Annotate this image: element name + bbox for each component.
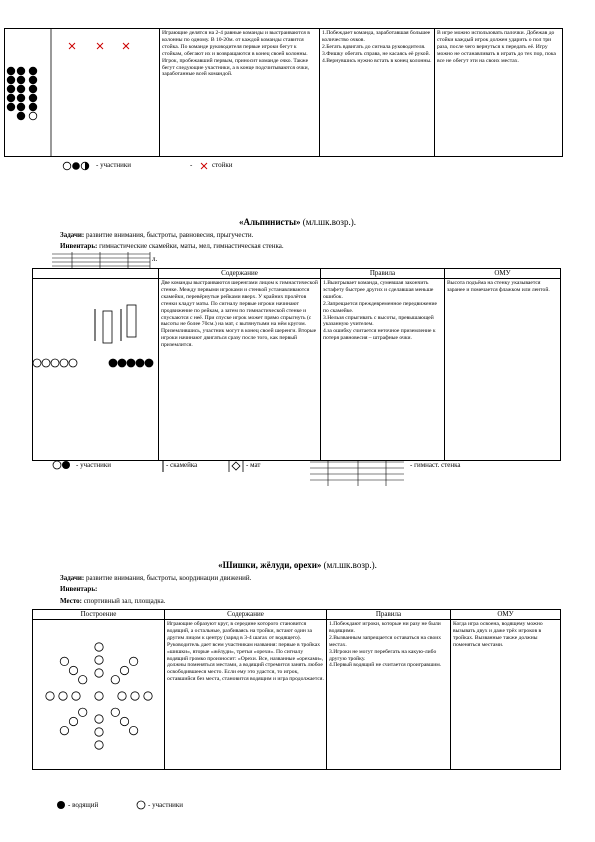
rule-item: 3.Фишку обегать справа, не касаясь её рукой. bbox=[322, 50, 430, 57]
legend-bench-label: - скамейка bbox=[166, 461, 198, 469]
legend-participants-label: - участники bbox=[96, 161, 132, 169]
game1-table bbox=[4, 28, 563, 157]
game2-title-name: «Альпинисты» bbox=[239, 217, 301, 227]
rule-item: 2.Запрещается преждевременное передвижение по скамейке. bbox=[323, 300, 437, 314]
participant-icon bbox=[120, 717, 128, 725]
participant-icon bbox=[131, 692, 139, 700]
participant-icon bbox=[127, 359, 135, 367]
game1-omu: В игре можно использовать палочки. Добежав до стойки каждый игрок должен ударить о пол три раза, после чего вернуться к передать её. Игру можно не останавливать в играть до тех пор, пока все не обегут эти на своих местах. bbox=[435, 29, 563, 157]
game2-omu: Высота подъёма на стенку указывается заранее и помечается флажком или лентой. bbox=[445, 279, 561, 461]
participants-icon bbox=[62, 161, 96, 171]
header-rules: Правила bbox=[327, 610, 451, 620]
participant-icon bbox=[33, 359, 41, 367]
participant-icon bbox=[111, 676, 119, 684]
participant-icon bbox=[109, 359, 117, 367]
participant-icon bbox=[7, 76, 15, 84]
game3-title bbox=[0, 560, 595, 570]
participant-icon bbox=[95, 656, 103, 664]
header-content: Содержание bbox=[165, 610, 327, 620]
participant-icon bbox=[17, 85, 25, 93]
game3-diagram-cell bbox=[33, 620, 165, 770]
participant-icon bbox=[95, 741, 103, 749]
rule-item: 1.Выигрывает команда, сумевшая закончить эстафету быстрее других и сделавшая меньше ошибок. bbox=[323, 280, 434, 300]
participant-icon bbox=[136, 359, 144, 367]
game1-diagram bbox=[5, 29, 160, 157]
mat-icon bbox=[127, 305, 136, 337]
participant-icon bbox=[29, 94, 37, 102]
legend-dash: - bbox=[190, 161, 193, 169]
game1-content: Играющие делятся на 2-4 равные команды и выстраиваются в колонны по одному. В 10-20м. от каждой команды ставится стойка. По команде руководителя первые игроки бегут к стойкам, обегают их и возвращаются в конец своей колонны. Игрок, пробежавший первым, приносит команде очко. Также бегут следующие участники, а в конце подсчитываются очки, заработанные всей командой. bbox=[160, 29, 320, 157]
participant-icon bbox=[118, 359, 126, 367]
game2-wall-diagram bbox=[50, 252, 160, 268]
legend-participants-label: - участники bbox=[148, 801, 184, 809]
mat-icon bbox=[228, 460, 244, 472]
participant-icon bbox=[17, 103, 25, 111]
participant-icon bbox=[79, 676, 87, 684]
participant-icon bbox=[136, 800, 146, 810]
legend-leader-label: - водящий bbox=[68, 801, 99, 809]
wall-icon bbox=[308, 460, 408, 488]
header-omu: ОМУ bbox=[445, 269, 561, 279]
participant-icon bbox=[29, 112, 37, 120]
game2-inventory: Инвентарь: гимнастические скамейки, маты, мел, гимнастическая стенка. bbox=[60, 242, 284, 250]
game2-diagram-letter: л. bbox=[152, 255, 158, 263]
game2-legend bbox=[52, 460, 532, 490]
participant-icon bbox=[59, 692, 67, 700]
game3-title-age: (мл.шк.возр.). bbox=[321, 560, 377, 570]
stand-icon bbox=[200, 162, 208, 170]
game2-title bbox=[0, 217, 595, 227]
game1-rules bbox=[320, 29, 435, 157]
game2-diagram-cell bbox=[33, 279, 159, 461]
rule-item: 3.Игроки не могут перебегать на какую-либо другую тройку. bbox=[329, 648, 437, 662]
participant-icon bbox=[95, 728, 103, 736]
game2-rules bbox=[321, 279, 445, 461]
participant-icon bbox=[144, 692, 152, 700]
participant-icon bbox=[69, 666, 77, 674]
stand-icon bbox=[97, 43, 103, 49]
participant-icon bbox=[17, 112, 25, 120]
legend-wall-label: - гимнаст. стенка bbox=[410, 461, 461, 469]
participant-icon bbox=[17, 67, 25, 75]
game3-omu: Когда игра освоена, водящему можно вызывать двух и даже трёх игроков в тройках. Вызванные также должны поменяться местами. bbox=[451, 620, 561, 770]
participant-icon bbox=[111, 708, 119, 716]
legend-participants-label: - участники bbox=[76, 461, 112, 469]
participant-icon bbox=[46, 692, 54, 700]
game3-table bbox=[32, 609, 561, 770]
participant-icon bbox=[145, 359, 153, 367]
rule-item: 2.Вызванным запрещается оставаться на своих местах. bbox=[329, 634, 442, 648]
participant-icon bbox=[118, 692, 126, 700]
participant-icon bbox=[95, 715, 103, 723]
participant-icon bbox=[95, 669, 103, 677]
participants-icon bbox=[52, 460, 74, 470]
rule-item: 1.Побеждают игроки, которые ни разу не были водящими. bbox=[329, 621, 441, 634]
rule-item: 4.Вернувшись нужно встать в конец колонны. bbox=[322, 57, 432, 64]
participant-icon bbox=[42, 359, 50, 367]
mat-icon bbox=[103, 311, 112, 343]
rule-item: 3.Нельзя спрыгивать с высоты, превышающей указанную учителем. bbox=[323, 314, 434, 328]
game3-place: Место: спортивный зал, площадка. bbox=[60, 597, 166, 605]
participant-icon bbox=[129, 726, 137, 734]
header-omu: ОМУ bbox=[451, 610, 561, 620]
participant-icon bbox=[29, 67, 37, 75]
participant-icon bbox=[7, 94, 15, 102]
participant-icon bbox=[17, 76, 25, 84]
game3-content: Играющие образуют круг, в середине которого становится водящий, а остальные, разбиваясь на тройки, встают один за другим лицом к центру (заряд в 3-4 шагах от водящего). Руководитель дает всем участникам названия: первые в тройках «шишки», вторые «жёлуди», третьи «орехи». По сигналу водящий громко произносит: «Орехи. Все, названные «орехами», должны поменяться местами, а водящий стремится занять любое освободившееся место. Если ему это удастся, то игрок, оставшийся без места, становится водящим и игра продолжается. bbox=[165, 620, 327, 770]
game3-diagram bbox=[33, 620, 165, 770]
game1-diagram-cell bbox=[5, 29, 160, 157]
participant-icon bbox=[60, 657, 68, 665]
game3-inventory: Инвентарь: bbox=[60, 585, 98, 593]
game1-legend bbox=[62, 161, 322, 171]
header-content: Содержание bbox=[159, 269, 321, 279]
rule-item: 4.Первый водящий не считается проигравшим. bbox=[329, 662, 442, 669]
participant-icon bbox=[17, 94, 25, 102]
game2-table bbox=[32, 268, 561, 461]
participant-icon bbox=[60, 726, 68, 734]
game3-legend bbox=[56, 800, 276, 810]
participant-icon bbox=[29, 85, 37, 93]
rule-item: 4.за ошибку считается неточное приземление к потеря равновесия – штрафные очки. bbox=[323, 328, 436, 342]
game3-rules bbox=[327, 620, 451, 770]
rule-item: 1.Побеждает команда, заработавшая большее количество очков. bbox=[322, 30, 431, 43]
participant-icon bbox=[7, 85, 15, 93]
leader-icon bbox=[56, 800, 66, 810]
participant-icon bbox=[69, 359, 77, 367]
stand-icon bbox=[123, 43, 129, 49]
stand-icon bbox=[69, 43, 75, 49]
header-rules: Правила bbox=[321, 269, 445, 279]
participant-icon bbox=[95, 643, 103, 651]
participant-icon bbox=[129, 657, 137, 665]
game3-tasks: Задачи: развитие внимания, быстроты, координации движений. bbox=[60, 574, 252, 582]
participant-icon bbox=[29, 103, 37, 111]
participant-icon bbox=[29, 76, 37, 84]
game2-content: Две команды выстраиваются шеренгами лицом к гимнастической стенке. Между первыми игроками и стенкой устанавливаются скамейки, перевёрнутые рейками вверх. У крайних пролётов стенки кладут маты. По сигналу первые игроки начинают продвижение по рейкам, а затем по гимнастической стенке и спускаются с неё. При спуске игрок может прямо спрыгнуть (с высоты не более 70см.) на мат, с вытянутыми на нём кругом. Приземлившись, участник могут в конец своей шеренги. Вторые игроки начинают двигаться сразу после того, как первый приземлится. bbox=[159, 279, 321, 461]
participant-icon bbox=[7, 103, 15, 111]
participant-icon bbox=[51, 359, 59, 367]
participant-icon bbox=[79, 708, 87, 716]
participant-icon bbox=[7, 67, 15, 75]
game3-title-name: «Шишки, жёлуди, орехи» bbox=[218, 560, 322, 570]
legend-stands-label: стойки bbox=[212, 161, 233, 169]
leader-icon bbox=[95, 692, 103, 700]
participant-icon bbox=[72, 692, 80, 700]
legend-mat-label: - мат bbox=[246, 461, 261, 469]
game2-diagram bbox=[33, 279, 159, 461]
participant-icon bbox=[60, 359, 68, 367]
header-layout: Построение bbox=[33, 610, 165, 620]
game2-title-age: (мл.шк.возр.). bbox=[300, 217, 356, 227]
participant-icon bbox=[69, 717, 77, 725]
participant-icon bbox=[120, 666, 128, 674]
game2-tasks: Задачи: развитие внимания, быстроты, равновесия, прыгучести. bbox=[60, 231, 254, 239]
header-diagram bbox=[33, 269, 159, 279]
rule-item: 2.Бегать вдвигать до сигнала руководителя. bbox=[322, 43, 426, 50]
